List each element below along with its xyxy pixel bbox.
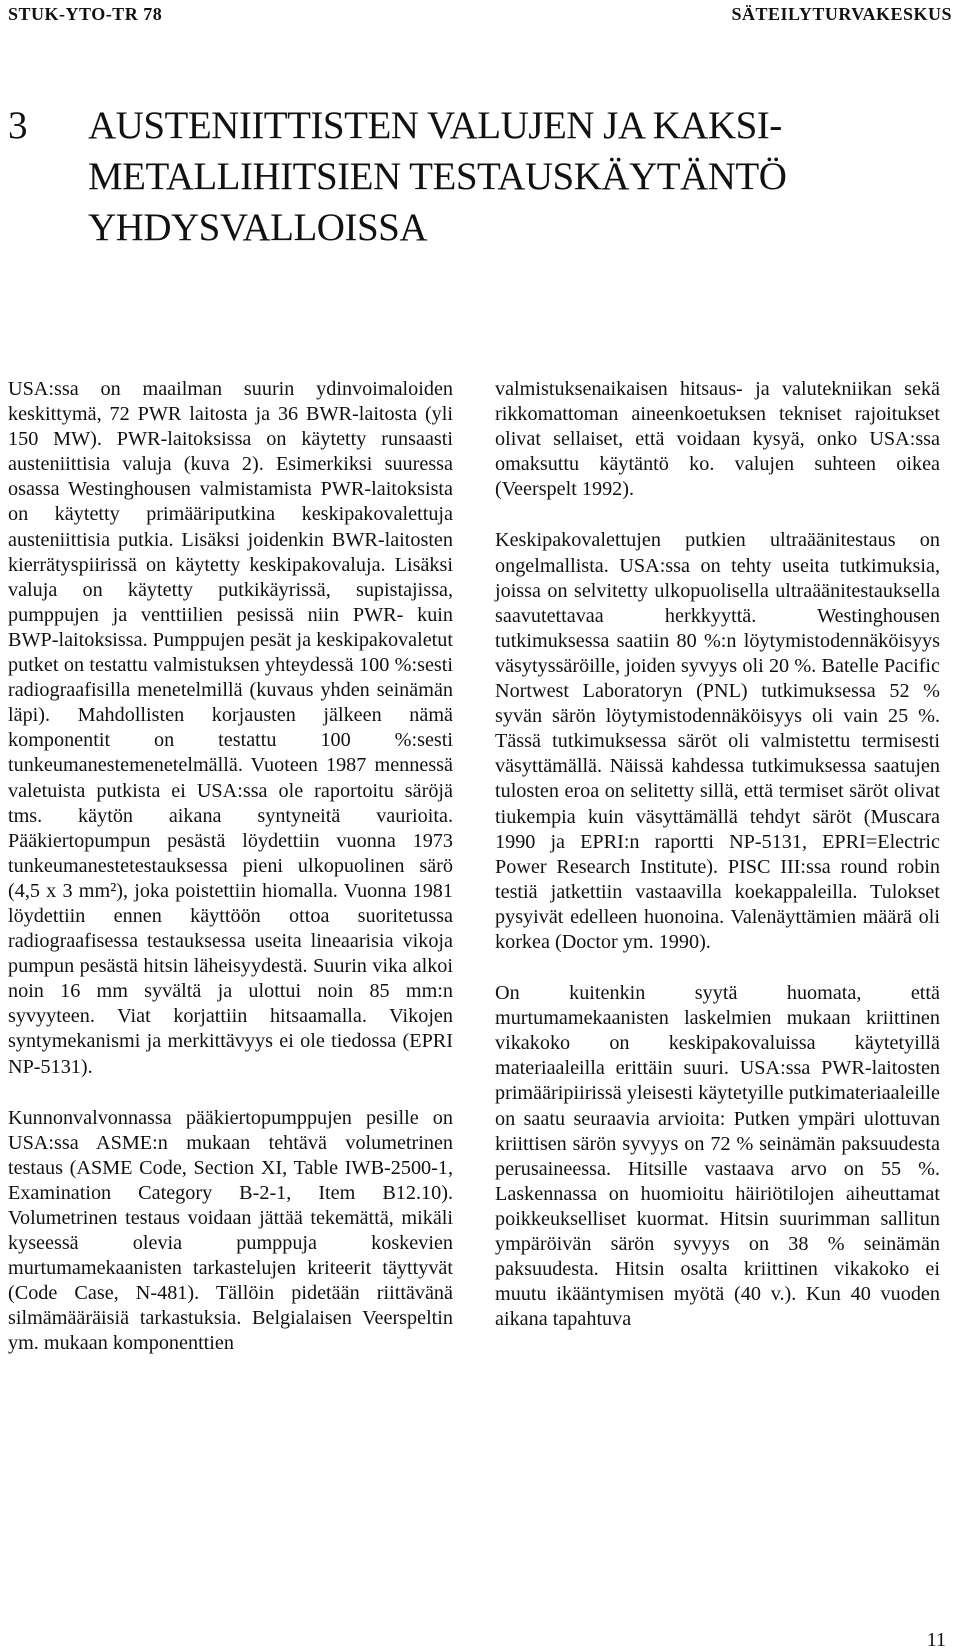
chapter-number: 3 [8, 104, 28, 147]
paragraph: Keskipakovalettujen putkien ultraäänitestaus on ongelmallista. USA:ssa on tehty useita tutkimuksia, joissa on selvitetty ulkopuolisella ultraäänitestauksella saavutettavaa herkkyyttä. Westinghousen tutkimuksessa saatiin 80 %:n löytymistodennäköisyys väsytyssäröille, joiden syvyys oli 20 %. Batelle Pacific Nortwest Laboratoryn (PNL) tutkimuksessa 52 % syvän särön löytymistodennäköisyys oli vain 25 %. Tässä tutkimuksessa säröt oli valmistettu termisesti väsyttämällä. Näissä kahdessa tutkimuksessa saatujen tulosten eroa on selitetty sillä, että termiset säröt olivat tiukempia kuin väsyttämällä tehdyt säröt (Muscara 1990 ja EPRI:n raportti NP-5131, EPRI=Electric Power Research Institute). PISC III:ssa round robin testiä jatkettiin vastaavilla koekappaleilla. Tulokset pysyivät edelleen huonoina. Valenäyttämien määrä oli korkea (Doctor ym. 1990). [495, 529, 940, 953]
chapter-title-line: AUSTENIITTISTEN VALUJEN JA KAKSI- [88, 104, 782, 147]
paragraph: valmistuksenaikaisen hitsaus- ja valutekniikan sekä rikkomattoman aineenkoetuksen tekniset rajoitukset olivat sellaiset, että voidaan kysyä, onko USA:ssa omaksuttu käytäntö ko. valujen suhteen oikea (Veerspelt 1992). [495, 378, 940, 501]
chapter-heading [8, 100, 938, 253]
right-column [495, 377, 940, 1358]
paragraph: Kunnonvalvonnassa pääkiertopumppujen pesille on USA:ssa ASME:n mukaan tehtävä volumetrinen testaus (ASME Code, Section XI, Table IWB-2500-1, Examination Category B-2-1, Item B12.10). Volumetrinen testaus voidaan jättää tekemättä, mikäli kyseessä olevia pumppuja koskevien murtumamekaanisten tarkastelujen kriteerit täyttyvät (Code Case, N-481). Tällöin pidetään riittävänä silmämääräisiä tarkastuksia. Belgialaisen Veerspeltin ym. mukaan komponenttien [8, 1106, 453, 1355]
chapter-title [88, 100, 938, 253]
left-column [8, 377, 453, 1383]
report-code: STUK-YTO-TR 78 [8, 4, 163, 24]
paragraph: USA:ssa on maailman suurin ydinvoimaloiden keskittymä, 72 PWR laitosta ja 36 BWR-laitosta (yli 150 MW). PWR-laitoksissa on käytetty runsaasti austeniittisia valuja (kuva 2). Esimerkiksi suuressa osassa Westinghousen valmistamista PWR-laitoksista on käytetty primääriputkina keskipakovalettuja austeniittisia putkia. Lisäksi joidenkin BWR-laitosten kierrätyspiirissä on käytetty keskipakovaluja. Lisäksi valuja on käytetty putkikäyrissä, supistajissa, pumppujen ja venttiilien pesissä niin PWR- kuin BWP-laitoksissa. Pumppujen pesät ja keskipakovaletut putket on testattu valmistuksen yhteydessä 100 %:sesti radiograafisilla menetelmillä (kuvaus yhden seinämän läpi). Mahdollisten korjausten jälkeen nämä komponentit on testattu 100 %:sesti tunkeumanestemenetelmällä. Vuoteen 1987 mennessä valetuista putkista ei USA:ssa ole raportoitu säröjä tms. käytön aikana syntyneitä vaurioita. Pääkiertopumpun pesästä löydettiin vuonna 1973 tunkeumanestetestauksessa pieni ulkopuolinen särö (4,5 x 3 mm²), joka poistettiin hiomalla. Vuonna 1981 löydettiin ennen käyttöön ottoa suoritetussa radiograafisessa testauksessa useita lineaarisia vikoja pumpun pesästä hitsin läheisyydestä. Suurin vika alkoi noin 16 mm syvältä ja ulottui noin 85 mm:n syvyyteen. Viat korjattiin hitsaamalla. Vikojen syntymekanismi ja merkittävyys ei ole tiedossa (EPRI NP-5131). [8, 378, 453, 1078]
paragraph: On kuitenkin syytä huomata, että murtumamekaanisten laskelmien mukaan kriittinen vikakoko on keskipakovaluissa käytetyillä materiaaleilla erittäin suuri. USA:ssa PWR-laitosten primääripiirissä yleisesti käytetyille putkimateriaaleille on saatu seuraavia arvioita: Putken ympäri ulottuvan kriittisen särön syvyys on 72 % seinämän paksuudesta perusaineessa. Hitsille vastaava arvo on 55 %. Laskennassa on huomioitu häiriötilojen aiheuttamat poikkeukselliset kuormat. Hitsin suurimman sallitun ympäröivän särön syvyys on 38 % seinämän paksuudesta. Hitsin osalta kriittinen vikakoko ei muutu ikääntymisen myötä (40 v.). Kun 40 vuoden aikana tapahtuva [495, 982, 940, 1331]
page-number: 11 [926, 1629, 946, 1651]
publisher-name: SÄTEILYTURVAKESKUS [731, 4, 952, 24]
chapter-title-line: METALLIHITSIEN TESTAUSKÄYTÄNTÖ [88, 155, 787, 198]
chapter-title-line: YHDYSVALLOISSA [88, 206, 427, 249]
